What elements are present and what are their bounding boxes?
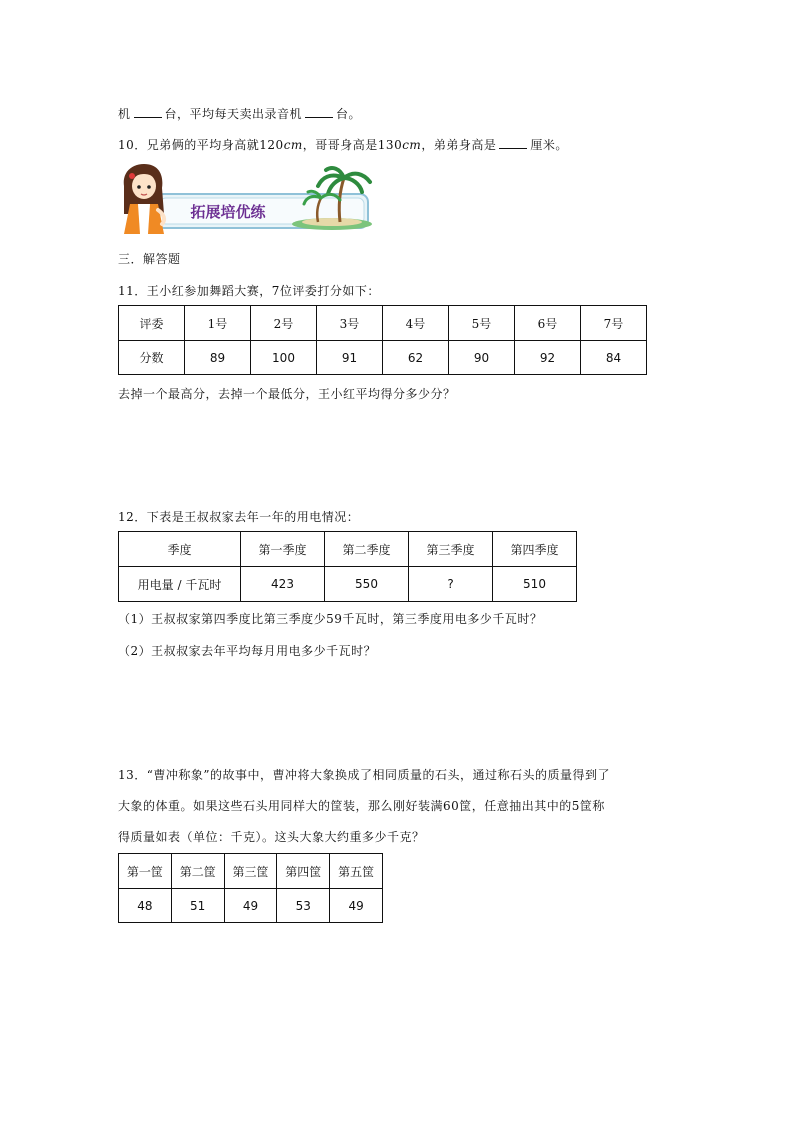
table-row xyxy=(119,341,647,375)
q11-score-table xyxy=(118,305,647,375)
q13-line2: 大象的体重。如果这些石头用同样大的筐装，那么刚好装满60筐，任意抽出其中的5筐称 xyxy=(118,799,605,813)
q10-number: 10． xyxy=(118,138,147,152)
table-cell: 510 xyxy=(493,567,577,602)
q9-text-part2: 台，平均每天卖出录音机 xyxy=(164,107,303,121)
table-cell: 2号 xyxy=(251,306,317,341)
answer-blank[interactable] xyxy=(305,107,333,118)
table-header-row xyxy=(119,306,647,341)
table-cell: 550 xyxy=(325,567,409,602)
q10-text4: 厘米。 xyxy=(530,138,568,152)
q13-line3: 得质量如表（单位：千克）。这头大象大约重多少千克？ xyxy=(118,830,425,844)
answer-blank[interactable] xyxy=(499,138,527,149)
q11-text: 11．王小红参加舞蹈大赛，7位评委打分如下： xyxy=(118,284,380,298)
table-cell: 第五筐 xyxy=(330,854,383,889)
q10-unit2: cm xyxy=(402,138,422,152)
table-cell: 季度 xyxy=(119,532,241,567)
table-cell: 第三季度 xyxy=(409,532,493,567)
table-cell: 423 xyxy=(241,567,325,602)
banner-illustration xyxy=(118,164,376,234)
q13-line1: 13．“曹冲称象”的故事中，曹冲将大象换成了相同质量的石头，通过称石头的质量得到了 xyxy=(118,768,611,782)
table-cell: 4号 xyxy=(383,306,449,341)
q10-text1: 兄弟俩的平均身高就120 xyxy=(146,138,284,152)
section-title: 三．解答题 xyxy=(118,252,181,266)
table-cell: 100 xyxy=(251,341,317,375)
table-cell: 90 xyxy=(449,341,515,375)
table-cell: 84 xyxy=(581,341,647,375)
q11-question: 去掉一个最高分，去掉一个最低分，王小红平均得分多少分？ xyxy=(118,387,456,401)
q10-text2: ，哥哥身高是130 xyxy=(302,138,403,152)
table-cell: 第三筐 xyxy=(224,854,277,889)
answer-blank[interactable] xyxy=(134,107,162,118)
table-cell: 1号 xyxy=(185,306,251,341)
table-cell: 第一筐 xyxy=(119,854,172,889)
q10-line xyxy=(118,136,568,153)
table-cell: 62 xyxy=(383,341,449,375)
table-cell: 第四筐 xyxy=(277,854,330,889)
q9-text-part3: 台。 xyxy=(336,107,362,121)
table-cell: 6号 xyxy=(515,306,581,341)
table-cell: 5号 xyxy=(449,306,515,341)
q9-text-part1: 机 xyxy=(118,107,131,121)
table-cell: 48 xyxy=(119,889,172,923)
q12-text: 12．下表是王叔叔家去年一年的用电情况： xyxy=(118,510,360,524)
q10-unit1: cm xyxy=(283,138,303,152)
table-cell: 51 xyxy=(171,889,224,923)
table-cell: 91 xyxy=(317,341,383,375)
q12-sub2: （2）王叔叔家去年平均每月用电多少千瓦时？ xyxy=(118,644,377,658)
q13-basket-table xyxy=(118,853,383,923)
q9-tail-line xyxy=(118,105,361,122)
table-row xyxy=(119,889,383,923)
banner-label: 拓展培优练 xyxy=(190,203,266,221)
q12-electricity-table xyxy=(118,531,577,602)
table-cell: 89 xyxy=(185,341,251,375)
table-cell: 49 xyxy=(330,889,383,923)
table-cell: ? xyxy=(409,567,493,602)
table-cell: 3号 xyxy=(317,306,383,341)
table-cell: 92 xyxy=(515,341,581,375)
table-header-row xyxy=(119,854,383,889)
table-cell: 第二季度 xyxy=(325,532,409,567)
q12-sub1: （1）王叔叔家第四季度比第三季度少59千瓦时，第三季度用电多少千瓦时？ xyxy=(118,612,543,626)
table-cell: 7号 xyxy=(581,306,647,341)
table-header-row xyxy=(119,532,577,567)
table-cell: 用电量 / 千瓦时 xyxy=(119,567,241,602)
section-banner xyxy=(118,164,376,234)
table-cell: 49 xyxy=(224,889,277,923)
q10-text3: ，弟弟身高是 xyxy=(421,138,497,152)
table-cell: 分数 xyxy=(119,341,185,375)
table-cell: 第二筐 xyxy=(171,854,224,889)
table-cell: 评委 xyxy=(119,306,185,341)
table-cell: 53 xyxy=(277,889,330,923)
table-cell: 第一季度 xyxy=(241,532,325,567)
table-row xyxy=(119,567,577,602)
table-cell: 第四季度 xyxy=(493,532,577,567)
